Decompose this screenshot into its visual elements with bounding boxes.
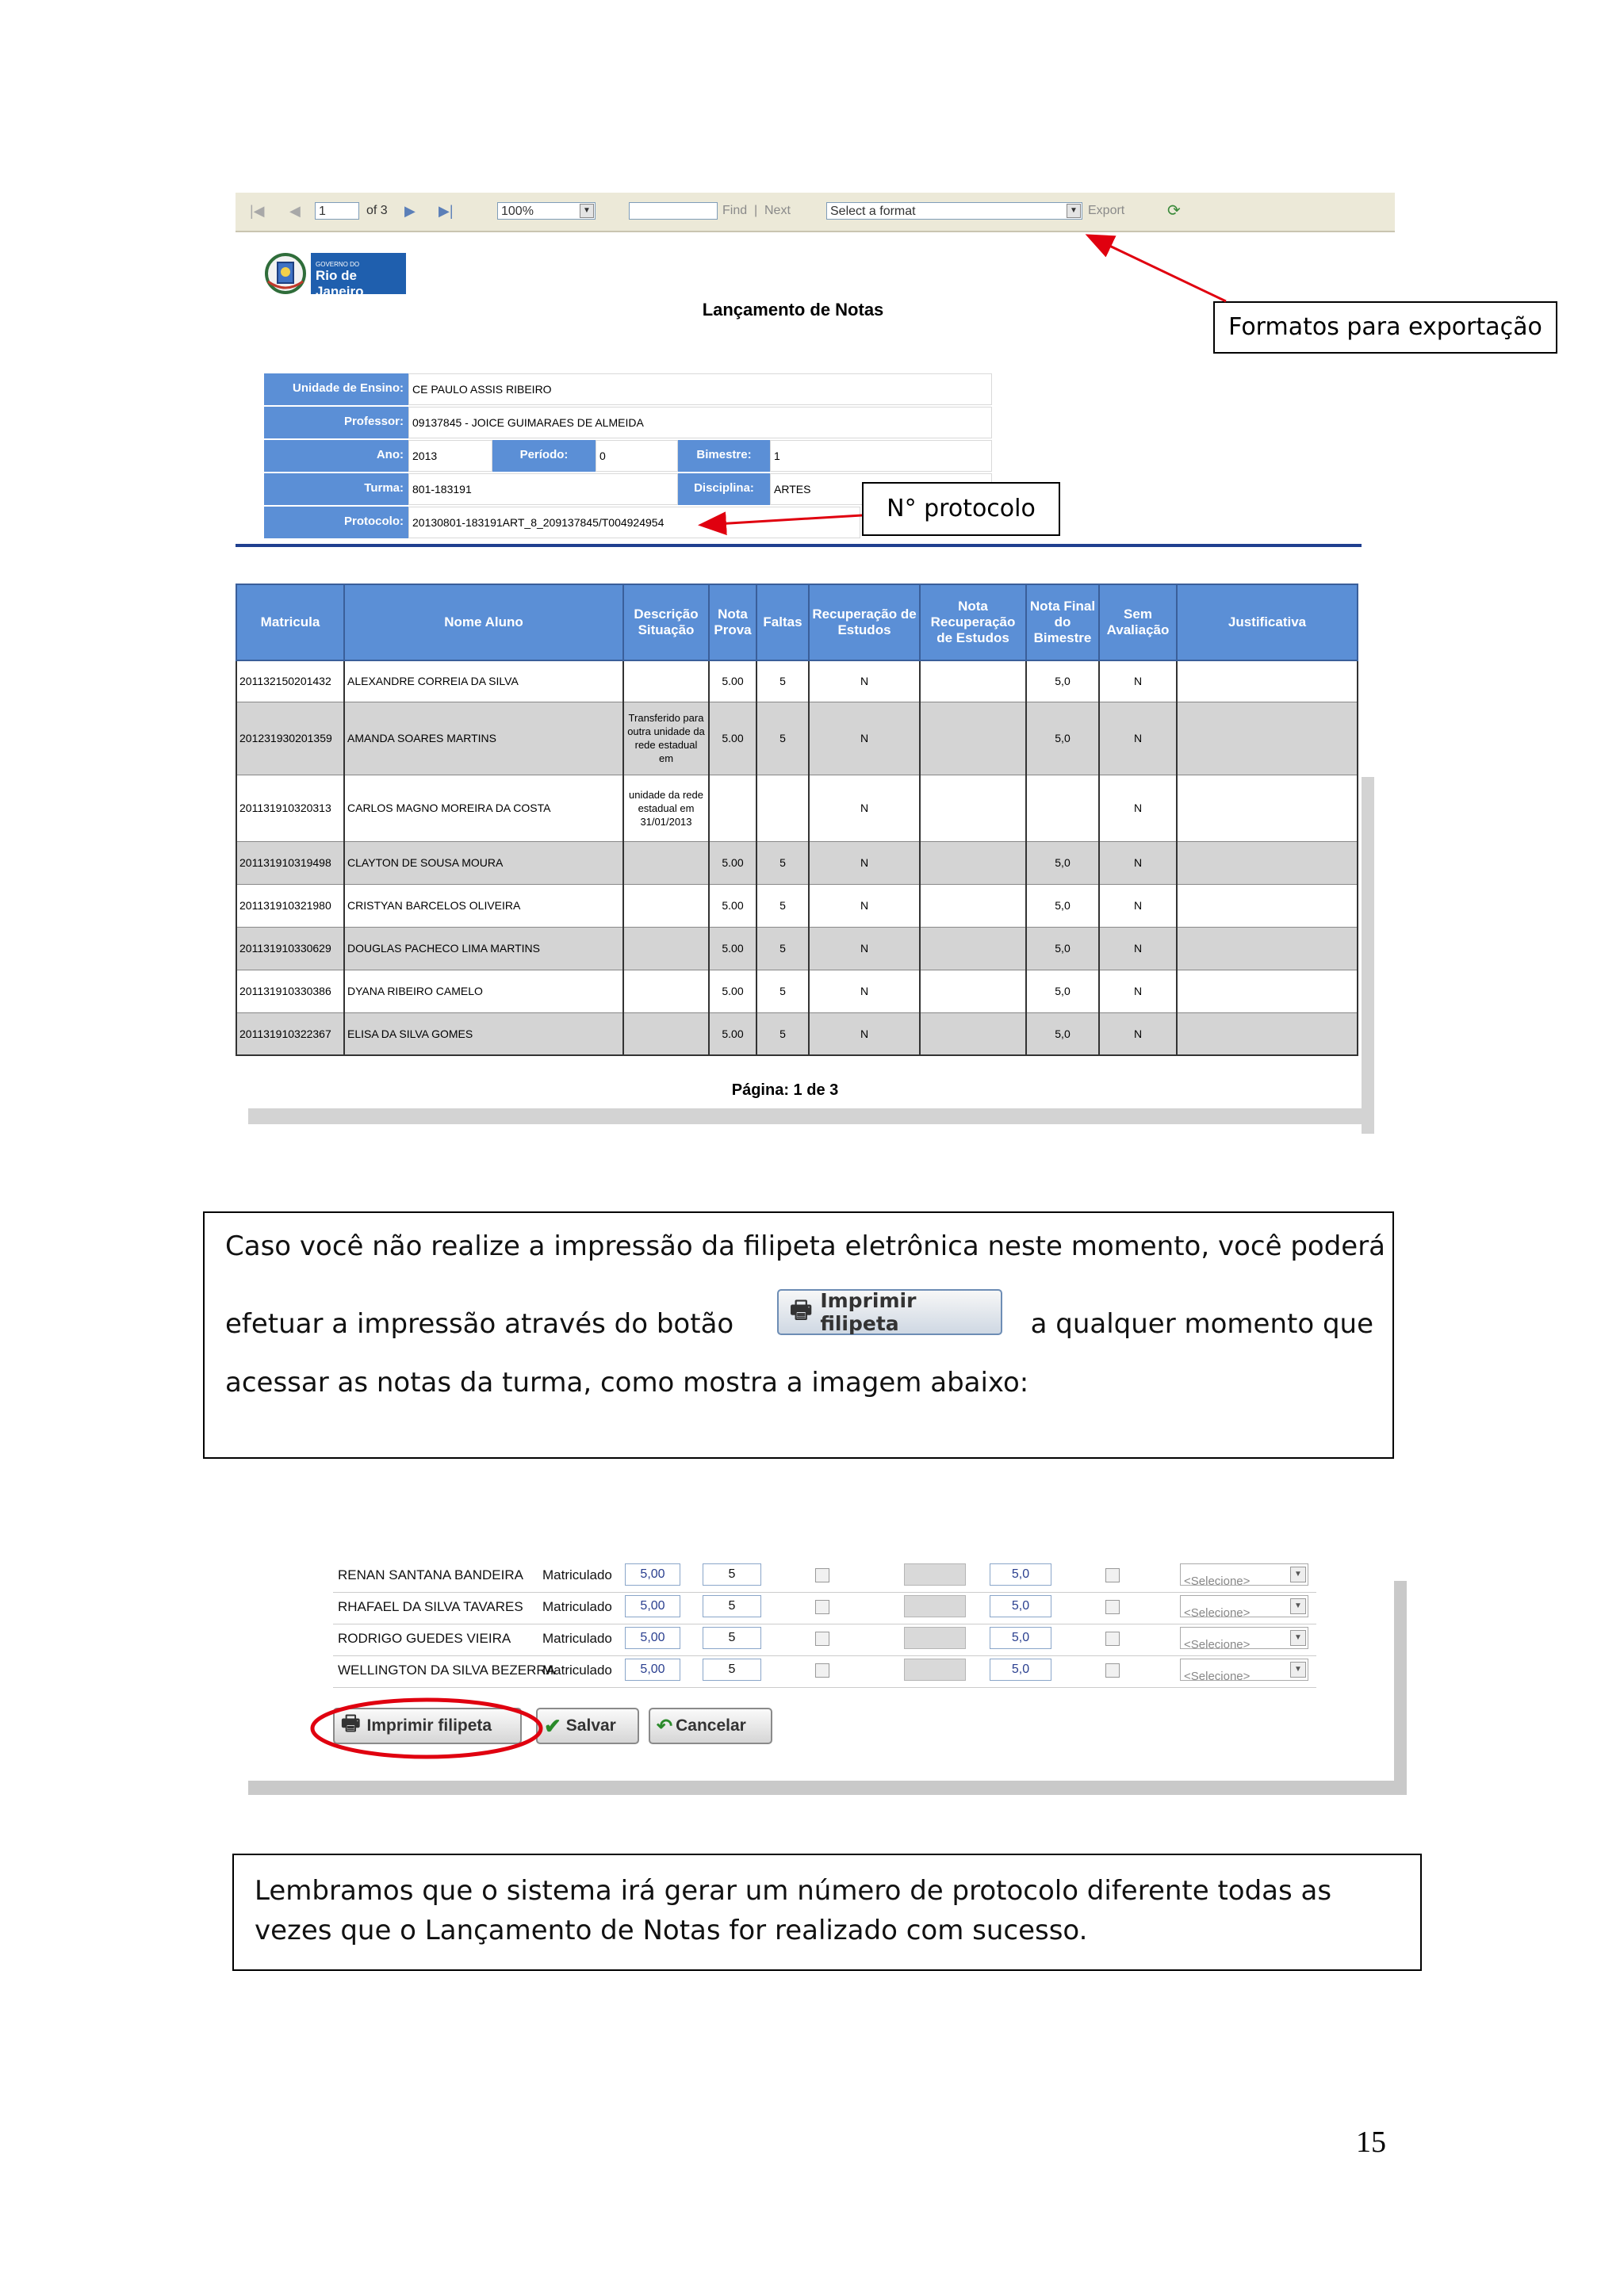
col-matricula: Matricula bbox=[236, 584, 344, 660]
protocolo-value: 20130801-183191ART_8_209137845/T004924954 bbox=[408, 507, 860, 538]
sem-avaliacao-checkbox[interactable] bbox=[1105, 1663, 1120, 1678]
printer-icon: 🖶 bbox=[790, 1295, 813, 1324]
cell-situacao bbox=[623, 884, 709, 927]
format-select-value: Select a format bbox=[830, 205, 916, 218]
cell-nota-recuperacao bbox=[920, 927, 1026, 970]
cell-recuperacao: N bbox=[809, 775, 920, 841]
cell-nota-prova: 5.00 bbox=[709, 1012, 756, 1055]
cell-faltas bbox=[756, 775, 809, 841]
disciplina-label: Disciplina: bbox=[678, 473, 770, 505]
cell-nota-prova: 5.00 bbox=[709, 660, 756, 702]
cell-nome: DYANA RIBEIRO CAMELO bbox=[344, 970, 623, 1012]
previous-page-icon[interactable]: ◀ bbox=[289, 203, 301, 219]
turma-value: 801-183191 bbox=[408, 473, 678, 505]
info-line-2-start: efetuar a impressão através do botão bbox=[225, 1308, 734, 1340]
cell-nota-recuperacao bbox=[920, 884, 1026, 927]
cell-faltas: 5 bbox=[756, 884, 809, 927]
col-nota-recuperacao: Nota Recuperação de Estudos bbox=[920, 584, 1026, 660]
faltas-input[interactable]: 5 bbox=[703, 1595, 761, 1617]
cell-nota-final: 5,0 bbox=[1026, 702, 1099, 775]
recuperacao-checkbox[interactable] bbox=[815, 1600, 829, 1614]
imprimir-filipeta-label: Imprimir filipeta bbox=[820, 1289, 917, 1335]
cell-nota-final: 5,0 bbox=[1026, 660, 1099, 702]
report-title: Lançamento de Notas bbox=[702, 300, 884, 320]
sem-avaliacao-checkbox[interactable] bbox=[1105, 1568, 1120, 1582]
select-value: <Selecione> bbox=[1184, 1638, 1251, 1651]
last-page-icon[interactable]: ▶| bbox=[439, 203, 454, 219]
nota-input[interactable]: 5,00 bbox=[625, 1563, 680, 1586]
periodo-label: Período: bbox=[492, 440, 596, 472]
cell-justificativa bbox=[1177, 660, 1358, 702]
select-value: <Selecione> bbox=[1184, 1575, 1251, 1588]
col-faltas: Faltas bbox=[756, 584, 809, 660]
cell-justificativa bbox=[1177, 970, 1358, 1012]
cell-recuperacao: N bbox=[809, 702, 920, 775]
nota-recuperacao-field bbox=[904, 1659, 966, 1681]
cell-nota-recuperacao bbox=[920, 970, 1026, 1012]
formats-callout: Formatos para exportação bbox=[1213, 301, 1557, 354]
cell-nome: AMANDA SOARES MARTINS bbox=[344, 702, 623, 775]
nota-recuperacao-field bbox=[904, 1595, 966, 1617]
printer-icon: 🖶 bbox=[341, 1711, 361, 1735]
list-item bbox=[333, 1624, 1316, 1656]
nota-input[interactable]: 5,00 bbox=[625, 1659, 680, 1681]
cell-nota-prova bbox=[709, 775, 756, 841]
imprimir-label: Imprimir filipeta bbox=[366, 1716, 492, 1735]
table-row bbox=[236, 970, 1358, 1012]
reminder-box: Lembramos que o sistema irá gerar um número de protocolo diferente todas as vezes que o Lançamento de Notas for realizado com sucesso. bbox=[232, 1854, 1422, 1971]
ano-value: 2013 bbox=[408, 440, 492, 472]
shadow-bottom bbox=[248, 1108, 1374, 1124]
cell-nota-prova: 5.00 bbox=[709, 884, 756, 927]
cell-justificativa bbox=[1177, 775, 1358, 841]
cell-matricula: 201131910322367 bbox=[236, 1012, 344, 1055]
nota-recuperacao-field bbox=[904, 1563, 966, 1586]
cell-sem-avaliacao: N bbox=[1099, 660, 1177, 702]
cell-nota-recuperacao bbox=[920, 1012, 1026, 1055]
justificativa-select[interactable] bbox=[1180, 1595, 1308, 1620]
cell-nota-prova: 5.00 bbox=[709, 702, 756, 775]
protocolo-label: Protocolo: bbox=[264, 507, 408, 538]
cell-situacao bbox=[623, 970, 709, 1012]
cell-sem-avaliacao: N bbox=[1099, 970, 1177, 1012]
chevron-down-icon: ▼ bbox=[1290, 1662, 1306, 1678]
cell-justificativa bbox=[1177, 1012, 1358, 1055]
col-nome-aluno: Nome Aluno bbox=[344, 584, 623, 660]
sem-avaliacao-checkbox[interactable] bbox=[1105, 1600, 1120, 1614]
cell-faltas: 5 bbox=[756, 841, 809, 884]
student-list-screenshot bbox=[333, 1560, 1316, 1706]
cell-nota-prova: 5.00 bbox=[709, 970, 756, 1012]
logo-line2: Rio de Janeiro bbox=[316, 268, 364, 299]
student-name: RHAFAEL DA SILVA TAVARES bbox=[338, 1599, 523, 1614]
cell-nota-recuperacao bbox=[920, 702, 1026, 775]
table-row bbox=[236, 702, 1358, 775]
disciplina-value: ARTES bbox=[770, 473, 992, 505]
cell-matricula: 201132150201432 bbox=[236, 660, 344, 702]
nota-final-field: 5,0 bbox=[990, 1563, 1051, 1586]
nota-final-field: 5,0 bbox=[990, 1595, 1051, 1617]
undo-arrow-icon: ↶ bbox=[657, 1715, 673, 1737]
table-row bbox=[236, 775, 1358, 841]
page-info: Página: 1 de 3 bbox=[731, 1081, 839, 1099]
col-recuperacao: Recuperação de Estudos bbox=[809, 584, 920, 660]
cell-nota-final: 5,0 bbox=[1026, 841, 1099, 884]
chevron-down-icon: ▼ bbox=[1067, 204, 1081, 218]
sem-avaliacao-checkbox[interactable] bbox=[1105, 1632, 1120, 1646]
chevron-down-icon: ▼ bbox=[580, 204, 594, 218]
info-box bbox=[203, 1211, 1394, 1459]
info-line-2-end: a qualquer momento que bbox=[1030, 1308, 1373, 1340]
student-status: Matriculado bbox=[542, 1567, 612, 1582]
nota-input[interactable]: 5,00 bbox=[625, 1627, 680, 1649]
nota-recuperacao-field bbox=[904, 1627, 966, 1649]
col-nota-final: Nota Final do Bimestre bbox=[1026, 584, 1099, 660]
select-value: <Selecione> bbox=[1184, 1606, 1251, 1620]
chevron-down-icon: ▼ bbox=[1290, 1598, 1306, 1614]
cell-nome: DOUGLAS PACHECO LIMA MARTINS bbox=[344, 927, 623, 970]
cancelar-button[interactable] bbox=[649, 1708, 772, 1744]
table-row bbox=[236, 927, 1358, 970]
first-page-icon[interactable]: |◀ bbox=[250, 203, 265, 219]
cell-recuperacao: N bbox=[809, 970, 920, 1012]
cell-nome: ALEXANDRE CORREIA DA SILVA bbox=[344, 660, 623, 702]
cell-nome: CRISTYAN BARCELOS OLIVEIRA bbox=[344, 884, 623, 927]
next-link[interactable]: Next bbox=[764, 204, 791, 217]
cell-sem-avaliacao: N bbox=[1099, 702, 1177, 775]
highlight-circle bbox=[308, 1695, 546, 1770]
cell-sem-avaliacao: N bbox=[1099, 884, 1177, 927]
recuperacao-checkbox[interactable] bbox=[815, 1568, 829, 1582]
cell-faltas: 5 bbox=[756, 660, 809, 702]
list-item bbox=[333, 1655, 1316, 1688]
student-status: Matriculado bbox=[542, 1663, 612, 1678]
cell-justificativa bbox=[1177, 927, 1358, 970]
student-status: Matriculado bbox=[542, 1631, 612, 1646]
faltas-input[interactable]: 5 bbox=[703, 1627, 761, 1649]
zoom-value: 100% bbox=[501, 205, 534, 218]
cell-situacao bbox=[623, 1012, 709, 1055]
cell-situacao bbox=[623, 927, 709, 970]
cell-situacao: Transferido para outra unidade da rede estadual em bbox=[623, 702, 709, 775]
cell-faltas: 5 bbox=[756, 702, 809, 775]
bimestre-label: Bimestre: bbox=[678, 440, 770, 472]
page-number: 15 bbox=[1356, 2126, 1386, 2159]
cell-nota-final: 5,0 bbox=[1026, 884, 1099, 927]
justificativa-select[interactable] bbox=[1180, 1563, 1308, 1586]
page-number-input[interactable]: 1 bbox=[315, 202, 359, 220]
list-item bbox=[333, 1560, 1316, 1593]
col-justificativa: Justificativa bbox=[1177, 584, 1358, 660]
nota-final-field: 5,0 bbox=[990, 1627, 1051, 1649]
table-row bbox=[236, 660, 1358, 702]
cell-faltas: 5 bbox=[756, 1012, 809, 1055]
col-nota-prova: Nota Prova bbox=[709, 584, 756, 660]
cell-nota-final: 5,0 bbox=[1026, 1012, 1099, 1055]
student-status: Matriculado bbox=[542, 1599, 612, 1614]
nota-final-field: 5,0 bbox=[990, 1659, 1051, 1681]
cell-sem-avaliacao: N bbox=[1099, 841, 1177, 884]
imprimir-filipeta-button-image bbox=[777, 1289, 1002, 1335]
cell-justificativa bbox=[1177, 841, 1358, 884]
info-line-1: Caso você não realize a impressão da filipeta eletrônica neste momento, você poderá bbox=[225, 1230, 1386, 1262]
cell-faltas: 5 bbox=[756, 970, 809, 1012]
table-row bbox=[236, 1012, 1358, 1055]
list-item bbox=[333, 1592, 1316, 1624]
cell-nota-recuperacao bbox=[920, 660, 1026, 702]
find-separator: | bbox=[754, 204, 758, 217]
protocol-arrow bbox=[703, 515, 862, 525]
salvar-label: Salvar bbox=[565, 1716, 616, 1735]
col-descricao-situacao: Descrição Situação bbox=[623, 584, 709, 660]
professor-label: Professor: bbox=[264, 407, 408, 438]
cell-nota-prova: 5.00 bbox=[709, 927, 756, 970]
formats-arrow bbox=[1090, 236, 1226, 301]
cell-faltas: 5 bbox=[756, 927, 809, 970]
cell-recuperacao: N bbox=[809, 841, 920, 884]
page-count: of 3 bbox=[366, 204, 388, 217]
cell-recuperacao: N bbox=[809, 927, 920, 970]
cancelar-label: Cancelar bbox=[676, 1716, 746, 1735]
cell-nota-final bbox=[1026, 775, 1099, 841]
table-row bbox=[236, 841, 1358, 884]
cell-sem-avaliacao: N bbox=[1099, 1012, 1177, 1055]
cell-justificativa bbox=[1177, 884, 1358, 927]
ano-label: Ano: bbox=[264, 440, 408, 472]
cell-matricula: 201131910330386 bbox=[236, 970, 344, 1012]
bimestre-value: 1 bbox=[770, 440, 992, 472]
cell-nota-final: 5,0 bbox=[1026, 927, 1099, 970]
cell-situacao: unidade da rede estadual em 31/01/2013 bbox=[623, 775, 709, 841]
turma-label: Turma: bbox=[264, 473, 408, 505]
justificativa-select[interactable] bbox=[1180, 1659, 1308, 1681]
cell-matricula: 201131910319498 bbox=[236, 841, 344, 884]
shadow2-bottom bbox=[248, 1781, 1407, 1795]
cell-nota-final: 5,0 bbox=[1026, 970, 1099, 1012]
faltas-input[interactable]: 5 bbox=[703, 1659, 761, 1681]
salvar-button[interactable] bbox=[536, 1708, 639, 1744]
student-name: RENAN SANTANA BANDEIRA bbox=[338, 1567, 523, 1582]
col-sem-avaliacao: Sem Avaliação bbox=[1099, 584, 1177, 660]
cell-recuperacao: N bbox=[809, 884, 920, 927]
cell-nota-prova: 5.00 bbox=[709, 841, 756, 884]
table-row bbox=[236, 884, 1358, 927]
recuperacao-checkbox[interactable] bbox=[815, 1632, 829, 1646]
next-page-icon[interactable]: ▶ bbox=[404, 203, 416, 219]
periodo-value: 0 bbox=[596, 440, 678, 472]
cell-recuperacao: N bbox=[809, 660, 920, 702]
cell-sem-avaliacao: N bbox=[1099, 927, 1177, 970]
select-value: <Selecione> bbox=[1184, 1670, 1251, 1683]
find-link[interactable]: Find bbox=[722, 204, 748, 217]
cell-matricula: 201131910320313 bbox=[236, 775, 344, 841]
checkmark-icon: ✔ bbox=[544, 1713, 561, 1738]
nota-input[interactable]: 5,00 bbox=[625, 1595, 680, 1617]
chevron-down-icon: ▼ bbox=[1290, 1567, 1306, 1582]
export-link[interactable]: Export bbox=[1088, 204, 1125, 217]
protocol-callout: N° protocolo bbox=[862, 482, 1060, 536]
shadow-right bbox=[1362, 777, 1374, 1134]
student-name: WELLINGTON DA SILVA BEZERRA bbox=[338, 1663, 555, 1678]
professor-value: 09137845 - JOICE GUIMARAES DE ALMEIDA bbox=[408, 407, 992, 438]
refresh-icon[interactable]: ⟳ bbox=[1167, 202, 1181, 220]
cell-matricula: 201231930201359 bbox=[236, 702, 344, 775]
cell-nota-recuperacao bbox=[920, 775, 1026, 841]
cell-nome: CLAYTON DE SOUSA MOURA bbox=[344, 841, 623, 884]
cell-situacao bbox=[623, 841, 709, 884]
cell-recuperacao: N bbox=[809, 1012, 920, 1055]
unidade-label: Unidade de Ensino: bbox=[264, 373, 408, 405]
chevron-down-icon: ▼ bbox=[1290, 1630, 1306, 1646]
cell-matricula: 201131910321980 bbox=[236, 884, 344, 927]
logo-line1: GOVERNO DO bbox=[316, 261, 360, 268]
grades-table bbox=[236, 584, 1358, 1056]
cell-justificativa bbox=[1177, 702, 1358, 775]
cell-nota-recuperacao bbox=[920, 841, 1026, 884]
cell-matricula: 201131910330629 bbox=[236, 927, 344, 970]
shadow2-right bbox=[1394, 1581, 1407, 1795]
cell-sem-avaliacao: N bbox=[1099, 775, 1177, 841]
info-line-3: acessar as notas da turma, como mostra a imagem abaixo: bbox=[225, 1367, 1029, 1399]
student-name: RODRIGO GUEDES VIEIRA bbox=[338, 1631, 511, 1646]
faltas-input[interactable]: 5 bbox=[703, 1563, 761, 1586]
cell-situacao bbox=[623, 660, 709, 702]
unidade-value: CE PAULO ASSIS RIBEIRO bbox=[408, 373, 992, 405]
recuperacao-checkbox[interactable] bbox=[815, 1663, 829, 1678]
justificativa-select[interactable] bbox=[1180, 1627, 1308, 1649]
cell-nome: CARLOS MAGNO MOREIRA DA COSTA bbox=[344, 775, 623, 841]
cell-nome: ELISA DA SILVA GOMES bbox=[344, 1012, 623, 1055]
